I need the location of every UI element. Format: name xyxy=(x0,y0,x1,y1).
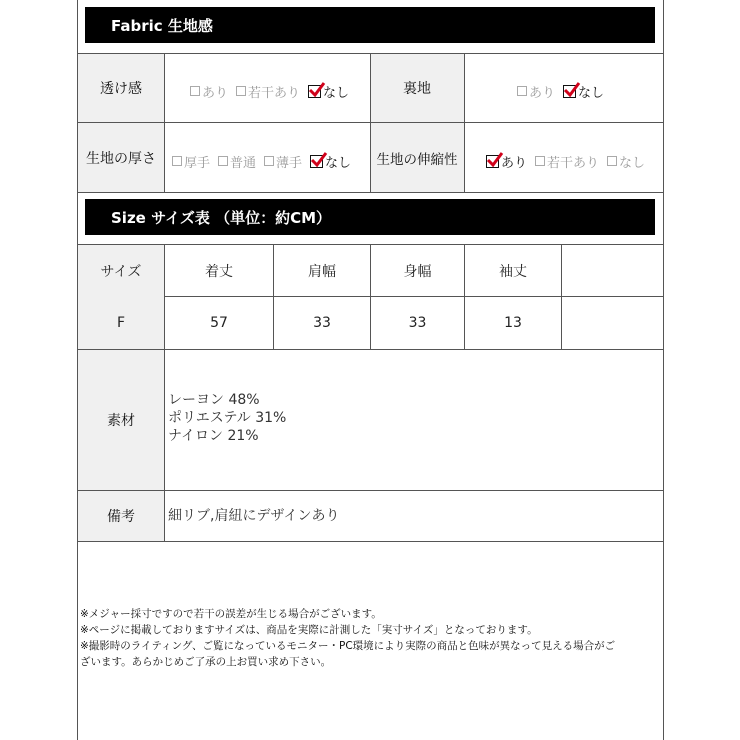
lining-options xyxy=(517,80,612,102)
checkbox-icon xyxy=(218,156,228,166)
option[interactable]: 若干あり xyxy=(236,82,300,101)
checked-checkbox-icon xyxy=(486,155,499,168)
empty-value xyxy=(562,297,664,349)
remarks-text: 細リブ,肩紐にデザインあり xyxy=(168,508,340,524)
sleeve-column-header: 袖丈 xyxy=(499,263,527,280)
divider xyxy=(78,490,664,491)
note-line: ※ページに掲載しておりますサイズは、商品を実際に計測した「実寸サイズ」となっております。 xyxy=(80,624,538,636)
checked-checkbox-icon xyxy=(310,155,323,168)
size-value: F xyxy=(116,315,126,331)
length-column-header: 着丈 xyxy=(205,263,233,280)
stretch-options xyxy=(486,150,653,172)
material-line: ポリエステル 31% xyxy=(168,410,287,426)
note-line: ※メジャー採寸ですので若干の誤差が生じる場合がございます。 xyxy=(80,608,382,620)
option[interactable]: 厚手 xyxy=(172,152,210,171)
thickness-options xyxy=(172,150,359,172)
fabric-header-text: Fabric 生地感 xyxy=(111,16,213,35)
width-column-header: 身幅 xyxy=(403,263,432,280)
checkbox-icon xyxy=(264,156,274,166)
option[interactable]: 普通 xyxy=(218,152,256,171)
width-value: 33 xyxy=(408,315,427,331)
divider xyxy=(164,349,165,541)
checkbox-icon xyxy=(190,86,200,96)
option-checked[interactable]: あり xyxy=(486,152,527,171)
material-list xyxy=(168,391,648,445)
empty-column-header xyxy=(562,245,664,296)
checkbox-icon xyxy=(236,86,246,96)
shoulder-column-header: 肩幅 xyxy=(308,263,336,280)
checked-checkbox-icon xyxy=(563,85,576,98)
stretch-label: 生地の伸縮性 xyxy=(376,151,458,168)
divider xyxy=(464,53,465,192)
checkbox-icon xyxy=(607,156,617,166)
checkbox-icon xyxy=(535,156,545,166)
sheerness-label: 透け感 xyxy=(100,81,142,97)
option-checked[interactable]: なし xyxy=(308,82,349,101)
option-checked[interactable]: なし xyxy=(563,82,604,101)
fabric-section-header xyxy=(85,7,655,43)
size-section-header xyxy=(85,199,655,235)
note-line: ざいます。あらかじめご了承の上お買い求め下さい。 xyxy=(80,656,332,668)
sheerness-options xyxy=(190,80,357,102)
shoulder-value: 33 xyxy=(313,315,331,331)
option[interactable]: あり xyxy=(517,82,555,101)
sleeve-value: 13 xyxy=(504,315,522,331)
option[interactable]: なし xyxy=(607,152,645,171)
divider xyxy=(78,192,664,193)
checkbox-icon xyxy=(172,156,182,166)
option-checked[interactable]: なし xyxy=(310,152,351,171)
thickness-label: 生地の厚さ xyxy=(86,150,156,167)
divider xyxy=(164,53,165,192)
divider xyxy=(78,349,664,350)
notes-block xyxy=(80,606,662,670)
checkbox-icon xyxy=(517,86,527,96)
option[interactable]: 若干あり xyxy=(535,152,599,171)
size-header-text: Size サイズ表 （単位：約CM） xyxy=(111,208,332,227)
checked-checkbox-icon xyxy=(308,85,321,98)
option[interactable]: 薄手 xyxy=(264,152,302,171)
remarks-label: 備考 xyxy=(107,509,135,525)
lining-label: 裏地 xyxy=(403,81,431,97)
divider xyxy=(78,541,664,542)
option[interactable]: あり xyxy=(190,82,228,101)
size-column-header: サイズ xyxy=(100,263,142,280)
material-label: 素材 xyxy=(107,413,135,429)
material-line: ナイロン 21% xyxy=(168,428,259,444)
material-line: レーヨン 48% xyxy=(168,392,260,408)
note-line: ※撮影時のライティング、ご覧になっているモニター・PC環境により実際の商品と色味が異なって見える場合がご xyxy=(80,640,616,652)
length-value: 57 xyxy=(210,315,228,331)
